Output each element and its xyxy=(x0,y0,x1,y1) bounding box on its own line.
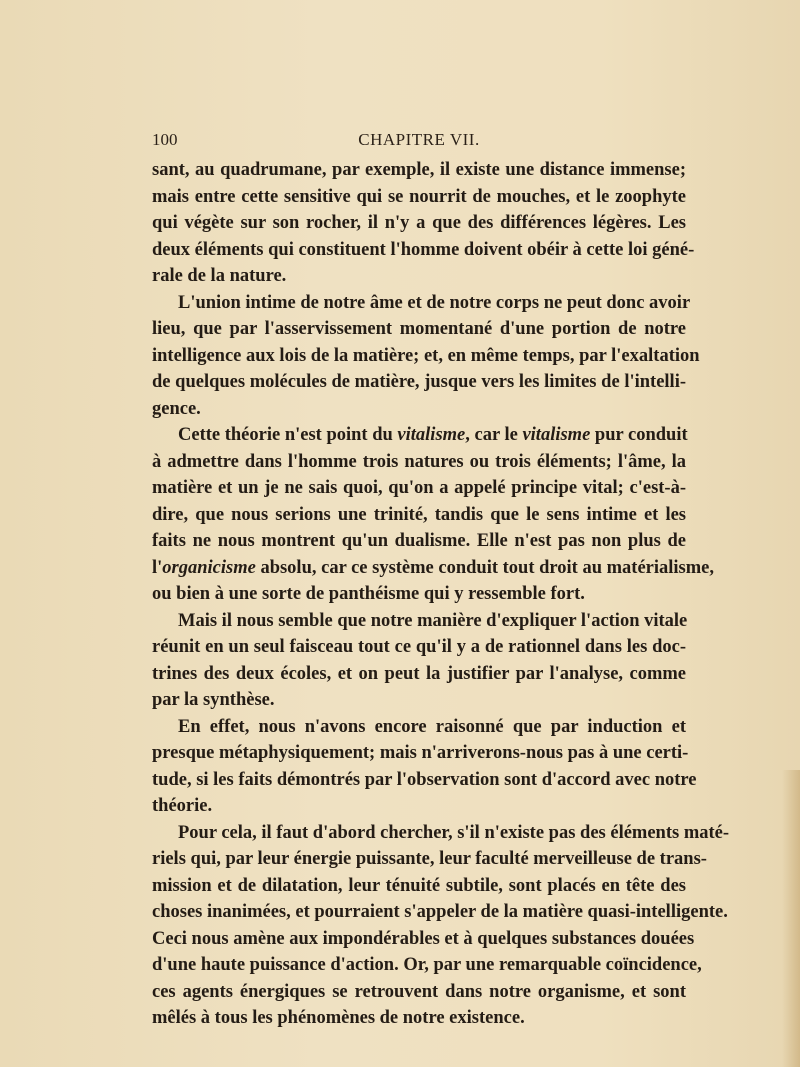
text-line: réunit en un seul faisceau tout ce qu'il y a de rationnel dans les doc- xyxy=(152,637,686,657)
text-line: à admettre dans l'homme trois natures ou trois éléments; l'âme, la xyxy=(152,451,686,472)
text-line: choses inanimées, et pourraient s'appeler de la matière quasi-intelligente. xyxy=(152,902,728,922)
text-line: ou bien à une sorte de panthéisme qui y ressemble fort. xyxy=(152,584,585,604)
text-line: L'union intime de notre âme et de notre corps ne peut donc avoir xyxy=(178,292,691,313)
text-line: trines des deux écoles, et on peut la justifier par l'analyse, comme xyxy=(152,663,686,684)
text-line: de quelques molécules de matière, jusque vers les limites de l'intelli- xyxy=(152,372,686,392)
text-line: mêlés à tous les phénomènes de notre existence. xyxy=(152,1008,525,1028)
text-line: Ceci nous amène aux impondérables et à quelques substances douées xyxy=(152,928,695,949)
text-line xyxy=(152,555,714,582)
text-line: gence. xyxy=(152,398,201,419)
page-header xyxy=(152,130,686,156)
text-run: l' xyxy=(152,557,163,578)
text-run: absolu, car ce système conduit tout droit au matérialisme, xyxy=(255,557,714,578)
text-run: pur conduit xyxy=(590,425,688,445)
italic-term: vitalisme xyxy=(522,425,591,445)
text-line: mais entre cette sensitive qui se nourrit de mouches, et le zoophyte xyxy=(152,186,686,207)
text-line: théorie. xyxy=(152,796,213,816)
text-line: lieu, que par l'asservissement momentané d'une portion de notre xyxy=(152,319,686,339)
running-head: CHAPITRE VII. xyxy=(358,130,480,149)
text-line: rale de la nature. xyxy=(152,266,287,286)
text-line: Mais il nous semble que notre manière d'expliquer l'action vitale xyxy=(178,610,688,631)
page-edge-stain xyxy=(782,770,800,1067)
body-text xyxy=(152,157,730,1032)
text-line: faits ne nous montrent qu'un dualisme. Elle n'est pas non plus de xyxy=(152,531,686,551)
text-line: matière et un je ne sais quoi, qu'on a appelé principe vital; c'est-à- xyxy=(152,478,686,498)
italic-term: vitalisme xyxy=(397,425,466,445)
text-line: deux éléments qui constituent l'homme doivent obéir à cette loi géné- xyxy=(152,239,695,260)
text-line: En effet, nous n'avons encore raisonné que par induction et xyxy=(178,716,686,737)
text-run: Cette théorie n'est point du xyxy=(178,425,398,445)
page-number: 100 xyxy=(152,130,178,149)
text-line: mission et de dilatation, leur ténuité subtile, sont placés en tête des xyxy=(152,875,686,896)
text-line: tude, si les faits démontrés par l'observation sont d'accord avec notre xyxy=(152,769,697,790)
text-line: sant, au quadrumane, par exemple, il existe une distance immense; xyxy=(152,160,686,180)
text-line: par la synthèse. xyxy=(152,690,275,710)
text-line: intelligence aux lois de la matière; et, en même temps, par l'exaltation xyxy=(152,345,700,366)
text-line: dire, que nous serions une trinité, tandis que le sens intime et les xyxy=(152,504,686,525)
italic-term: organicisme xyxy=(162,557,256,578)
text-line: ces agents énergiques se retrouvent dans notre organisme, et sont xyxy=(152,981,686,1002)
text-line: d'une haute puissance d'action. Or, par une remarquable coïncidence, xyxy=(152,955,702,975)
text-line: Pour cela, il faut d'abord chercher, s'il n'existe pas des éléments maté- xyxy=(178,822,730,843)
text-line: presque métaphysiquement; mais n'arriverons-nous pas à une certi- xyxy=(152,743,689,763)
text-line xyxy=(152,422,686,449)
text-line: riels qui, par leur énergie puissante, leur faculté merveilleuse de trans- xyxy=(152,849,707,869)
text-run: , car le xyxy=(465,425,523,445)
text-line: qui végète sur son rocher, il n'y a que des différences légères. Les xyxy=(152,213,686,233)
